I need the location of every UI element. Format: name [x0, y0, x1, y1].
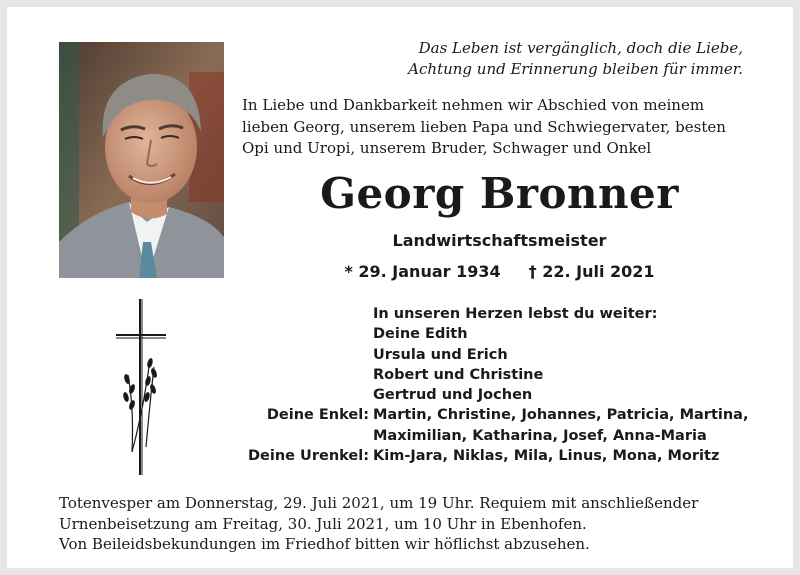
mourner-row [187, 405, 777, 425]
mourner-label [187, 324, 369, 344]
mourner-label [187, 426, 369, 446]
quote-line: Achtung und Erinnerung bleiben für immer. [408, 60, 743, 78]
deceased-profession: Landwirtschaftsmeister [392, 231, 607, 250]
intro-text [242, 95, 762, 160]
mourner-row [187, 385, 777, 405]
deceased-name: Georg Bronner [320, 169, 679, 218]
funeral-info-line: Urnenbeisetzung am Freitag, 30. Juli 2021, um 10 Uhr in Ebenhofen. [59, 514, 587, 533]
mourner-names: Robert und Christine [373, 366, 544, 383]
funeral-info [59, 493, 759, 555]
mourner-names: Kim-Jara, Niklas, Mila, Linus, Mona, Moritz [373, 448, 720, 465]
mourner-row [187, 365, 777, 385]
mourner-label [187, 365, 369, 385]
mourner-row [187, 446, 777, 466]
mourner-row [187, 324, 777, 344]
death-date: † 22. Juli 2021 [528, 262, 655, 281]
mourner-label [187, 385, 369, 405]
mourner-label: Deine Urenkel: [248, 448, 369, 465]
mourners-list [187, 304, 777, 466]
mourner-row [187, 345, 777, 365]
mourner-names: Maximilian, Katharina, Josef, Anna-Maria [373, 427, 707, 444]
quote-line: Das Leben ist vergänglich, doch die Liebe, [418, 39, 743, 57]
mourner-names: Ursula und Erich [373, 346, 508, 363]
birth-date: * 29. Januar 1934 [344, 262, 501, 281]
portrait-photo [59, 42, 224, 278]
intro-line: In Liebe und Dankbarkeit nehmen wir Abschied von meinem [242, 96, 705, 114]
mourner-names: Gertrud und Jochen [373, 387, 533, 404]
mourner-row [187, 304, 777, 324]
mourner-names: In unseren Herzen lebst du weiter: [373, 306, 658, 322]
quote [243, 38, 743, 80]
intro-line: Opi und Uropi, unserem Bruder, Schwager und Onkel [242, 139, 652, 157]
mourner-label: Deine Enkel: [266, 407, 369, 424]
mourner-names: Martin, Christine, Johannes, Patricia, Martina, [373, 407, 749, 424]
funeral-info-line: Totenvesper am Donnerstag, 29. Juli 2021, um 19 Uhr. Requiem mit anschließender [59, 494, 699, 512]
life-dates [242, 262, 757, 281]
funeral-info-line: Von Beileidsbekundungen im Friedhof bitten wir höflichst abzusehen. [59, 535, 590, 553]
intro-line: lieben Georg, unserem lieben Papa und Schwiegervater, besten [242, 117, 726, 136]
mourner-label [187, 345, 369, 365]
mourner-row [187, 426, 777, 446]
mourner-label [187, 304, 369, 324]
mourner-names: Deine Edith [373, 326, 468, 343]
cross-with-wheat-icon [110, 297, 170, 477]
